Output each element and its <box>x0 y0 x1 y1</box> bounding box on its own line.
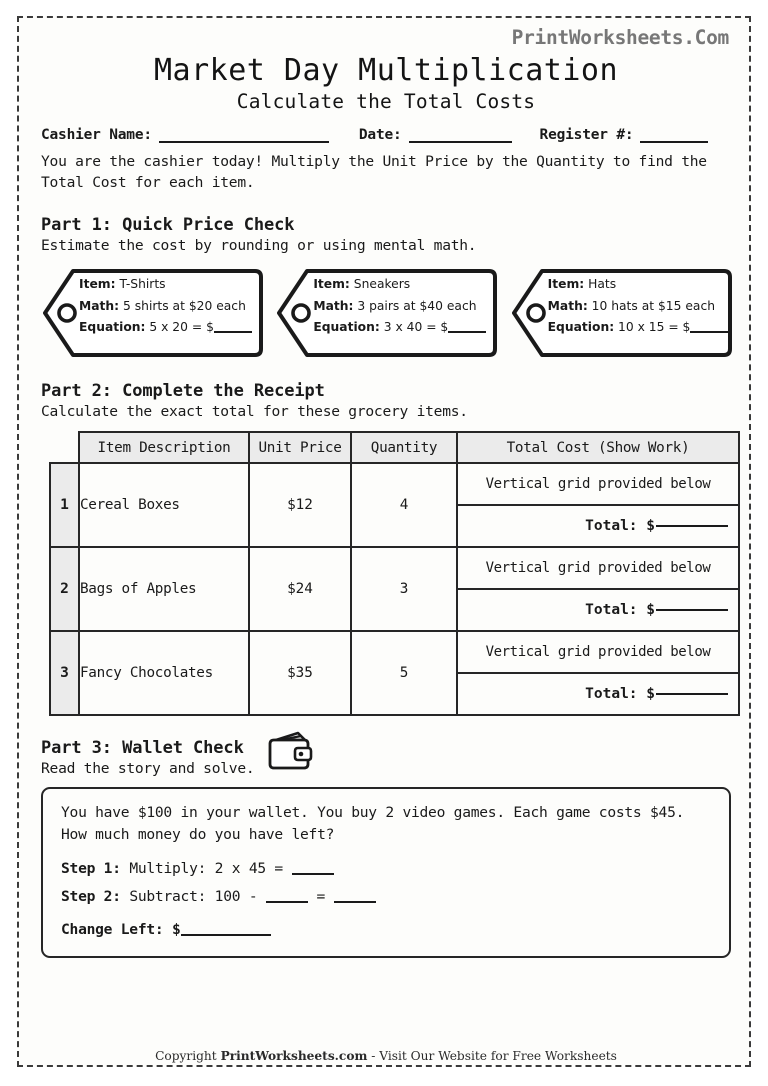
row-total-answer <box>458 506 738 546</box>
cell-item-description: Bags of Apples <box>79 547 249 631</box>
equation-value: 5 x 20 = $ <box>149 320 214 335</box>
price-tag-body <box>79 278 254 333</box>
table-header-row <box>50 432 739 463</box>
change-left-blank[interactable] <box>181 934 271 936</box>
student-info-row <box>41 127 731 143</box>
part3-subheading: Read the story and solve. <box>41 760 255 778</box>
part3-header-row <box>41 716 731 777</box>
total-answer-blank[interactable] <box>656 525 728 527</box>
part3-heading: Part 3: Wallet Check <box>41 738 244 759</box>
row-number: 1 <box>50 463 79 547</box>
price-tag-body <box>313 278 488 333</box>
step-1-blank[interactable] <box>292 873 334 875</box>
footer-suffix: - Visit Our Website for Free Worksheets <box>367 1049 617 1063</box>
price-tag-math-line <box>79 300 254 312</box>
price-tag-card <box>510 267 731 359</box>
step-2-text-a: Subtract: 100 - <box>129 888 266 906</box>
receipt-table-wrapper <box>41 431 731 716</box>
footer-copyright <box>19 1049 753 1063</box>
part1-heading: Part 1: Quick Price Check <box>41 215 295 236</box>
part2-heading: Part 2: Complete the Receipt <box>41 381 325 402</box>
work-area-note: Vertical grid provided below <box>458 548 738 590</box>
row-number: 3 <box>50 631 79 715</box>
item-value: Sneakers <box>353 277 411 292</box>
cell-item-description: Cereal Boxes <box>79 463 249 547</box>
equation-label: Equation: <box>79 320 146 335</box>
date-label: Date: <box>358 127 402 143</box>
total-label: Total: $ <box>585 686 655 703</box>
cell-item-description: Fancy Chocolates <box>79 631 249 715</box>
math-label: Math: <box>313 298 354 313</box>
row-total-answer <box>458 590 738 630</box>
price-tag-card <box>275 267 496 359</box>
work-area-note: Vertical grid provided below <box>458 632 738 674</box>
instructions-text: You are the cashier today! Multiply the Unit Price by the Quantity to find the Total Cost for each item. <box>41 153 707 191</box>
date-input[interactable] <box>409 128 512 143</box>
row-number-header-spacer <box>50 432 79 463</box>
price-tag-equation-line <box>79 321 254 333</box>
step-2-row <box>61 886 711 908</box>
step-1-row <box>61 858 711 880</box>
register-number-input[interactable] <box>640 128 708 143</box>
step-1-label: Step 1: <box>61 859 121 877</box>
price-tag-item-line <box>79 278 254 290</box>
wallet-icon <box>264 730 314 776</box>
price-tag-equation-line <box>548 321 723 333</box>
math-label: Math: <box>547 298 588 313</box>
equation-value: 10 x 15 = $ <box>618 320 691 335</box>
price-tag-item-line <box>548 278 723 290</box>
math-value: 5 shirts at $20 each <box>123 298 246 313</box>
part3-text-block <box>41 716 254 777</box>
column-header-item-description: Item Description <box>79 432 249 463</box>
column-header-unit-price: Unit Price <box>249 432 351 463</box>
worksheet-page-frame <box>17 16 751 1067</box>
cell-quantity: 5 <box>351 631 457 715</box>
page-title: Market Day Multiplication <box>153 53 619 88</box>
price-tag-body <box>548 278 723 333</box>
equation-answer-blank[interactable] <box>690 331 728 333</box>
receipt-table-body <box>50 463 739 715</box>
item-label: Item: <box>79 277 116 292</box>
row-number: 2 <box>50 547 79 631</box>
footer-prefix: Copyright <box>155 1049 221 1063</box>
price-tag-card <box>41 267 262 359</box>
equation-label: Equation: <box>313 320 380 335</box>
table-row <box>50 631 739 715</box>
cell-total-cost-work <box>457 547 739 631</box>
receipt-table-head <box>50 432 739 463</box>
equation-answer-blank[interactable] <box>214 331 252 333</box>
step-2-blank-b[interactable] <box>334 901 376 903</box>
math-label: Math: <box>79 298 120 313</box>
step-2-blank-a[interactable] <box>266 901 308 903</box>
step-2-label: Step 2: <box>61 888 121 906</box>
table-row <box>50 547 739 631</box>
total-label: Total: $ <box>585 602 655 619</box>
total-label: Total: $ <box>585 518 655 535</box>
change-left-label: Change Left: $ <box>61 920 181 938</box>
work-area-note: Vertical grid provided below <box>458 464 738 506</box>
receipt-table <box>49 431 740 716</box>
math-value: 10 hats at $15 each <box>591 298 715 313</box>
equation-value: 3 x 40 = $ <box>383 320 449 335</box>
price-tag-list <box>41 267 731 359</box>
math-value: 3 pairs at $40 each <box>357 298 477 313</box>
item-value: Hats <box>588 277 617 292</box>
page-subtitle: Calculate the Total Costs <box>236 90 536 113</box>
item-label: Item: <box>313 277 350 292</box>
word-problem-box <box>41 787 731 958</box>
item-label: Item: <box>547 277 585 292</box>
site-brand-logo: PrintWorksheets.Com <box>511 26 729 49</box>
price-tag-item-line <box>313 278 488 290</box>
part1-subheading: Estimate the cost by rounding or using mental math. <box>41 237 477 255</box>
footer-brand: PrintWorksheets.com <box>220 1049 368 1063</box>
price-tag-math-line <box>313 300 488 312</box>
part2-subheading: Calculate the exact total for these grocery items. <box>41 403 468 421</box>
worksheet-content <box>19 18 753 1069</box>
row-total-answer <box>458 674 738 714</box>
cell-quantity: 4 <box>351 463 457 547</box>
total-answer-blank[interactable] <box>656 693 728 695</box>
price-tag-equation-line <box>313 321 488 333</box>
cell-quantity: 3 <box>351 547 457 631</box>
equation-answer-blank[interactable] <box>448 331 486 333</box>
cashier-name-input[interactable] <box>159 128 329 143</box>
cell-total-cost-work <box>457 463 739 547</box>
equation-label: Equation: <box>547 320 615 335</box>
cell-unit-price: $35 <box>249 631 351 715</box>
item-value: T-Shirts <box>119 277 166 292</box>
total-answer-blank[interactable] <box>656 609 728 611</box>
step-2-text-b: = <box>307 888 334 906</box>
register-number-label: Register #: <box>539 127 634 143</box>
word-problem-text: You have $100 in your wallet. You buy 2 video games. Each game costs $45. How much money do you have left? <box>61 804 685 844</box>
column-header-total-cost: Total Cost (Show Work) <box>457 432 739 463</box>
cell-unit-price: $12 <box>249 463 351 547</box>
change-left-row <box>61 919 711 941</box>
column-header-quantity: Quantity <box>351 432 457 463</box>
table-row <box>50 463 739 547</box>
cell-total-cost-work <box>457 631 739 715</box>
cell-unit-price: $24 <box>249 547 351 631</box>
price-tag-math-line <box>548 300 723 312</box>
cashier-name-label: Cashier Name: <box>41 127 152 143</box>
step-1-text: Multiply: 2 x 45 = <box>129 859 292 877</box>
